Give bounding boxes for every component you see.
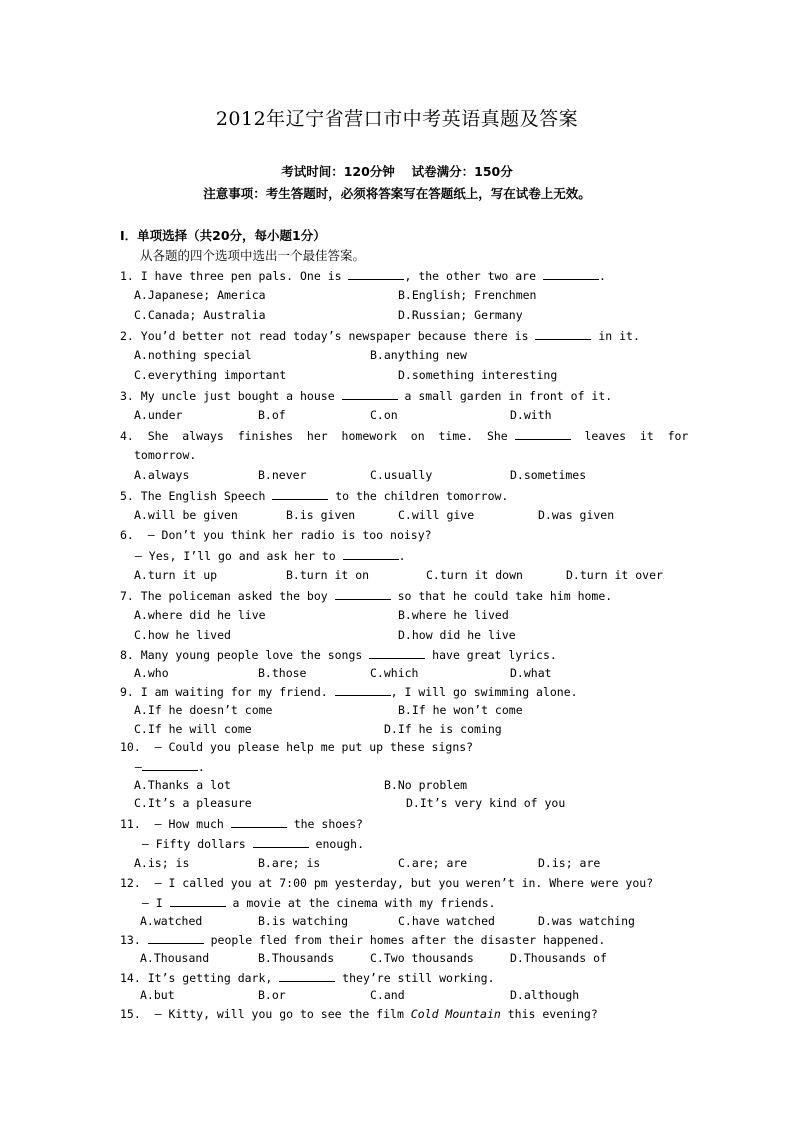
question-15: 15. – Kitty, will you go to see the film Cold Mountain this evening? <box>120 1007 598 1021</box>
question-10: 10. – Could you please help me put up these signs? <box>120 740 474 754</box>
option-7d: D.how did he live <box>398 628 516 642</box>
option-11b: B.are; is <box>258 856 321 870</box>
option-3a: A.under <box>134 408 183 422</box>
option-8d: D.what <box>510 666 552 680</box>
exam-info: 考试时间：120分钟 试卷满分：150分 <box>281 164 513 179</box>
film-title: Cold Mountain <box>410 1007 501 1021</box>
option-5b: B.is given <box>286 508 356 522</box>
option-12a: A.watched <box>140 914 203 928</box>
option-10b: B.No problem <box>384 778 468 792</box>
option-14c: C.and <box>370 988 405 1002</box>
option-8b: B.those <box>258 666 307 680</box>
option-2a: A.nothing special <box>134 348 252 362</box>
option-12d: D.was watching <box>538 914 635 928</box>
option-3b: B.of <box>258 408 286 422</box>
question-2: 2. You’d better not read today’s newspaper because there is in it. <box>120 329 640 343</box>
option-14a: A.but <box>140 988 175 1002</box>
option-5a: A.will be given <box>134 508 238 522</box>
section-heading: I．单项选择（共20分，每小题1分） <box>120 228 326 243</box>
option-13b: B.Thousands <box>258 951 335 965</box>
option-1d: D.Russian; Germany <box>398 308 523 322</box>
notice: 注意事项：考生答题时，必须将答案写在答题纸上，写在试卷上无效。 <box>203 186 591 201</box>
option-9b: B.If he won’t come <box>398 703 523 717</box>
option-14b: B.or <box>258 988 286 1002</box>
option-12b: B.is watching <box>258 914 349 928</box>
option-5c: C.will give <box>398 508 475 522</box>
option-10a: A.Thanks a lot <box>134 778 231 792</box>
option-10c: C.It’s a pleasure <box>134 796 252 810</box>
question-1: 1. I have three pen pals. One is , the other two are . <box>120 269 606 283</box>
option-9d: D.If he is coming <box>384 722 502 736</box>
section-instruction: 从各题的四个选项中选出一个最佳答案。 <box>140 248 366 263</box>
option-3d: D.with <box>510 408 552 422</box>
question-4-cont: tomorrow. <box>134 448 197 462</box>
option-13a: A.Thousand <box>140 951 210 965</box>
option-11a: A.is; is <box>134 856 190 870</box>
page-title: 2012年辽宁省营口市中考英语真题及答案 <box>215 108 579 130</box>
option-8a: A.who <box>134 666 169 680</box>
option-6b: B.turn it on <box>286 568 370 582</box>
option-6d: D.turn it over <box>566 568 663 582</box>
option-11d: D.is; are <box>538 856 601 870</box>
option-13d: D.Thousands of <box>510 951 607 965</box>
option-6a: A.turn it up <box>134 568 218 582</box>
question-6-reply: – Yes, I’ll go and ask her to . <box>128 549 406 563</box>
option-14d: D.although <box>510 988 580 1002</box>
question-6: 6. – Don’t you think her radio is too noisy? <box>120 528 432 542</box>
option-4d: D.sometimes <box>510 468 587 482</box>
option-2c: C.everything important <box>134 368 287 382</box>
question-12: 12. – I called you at 7:00 pm yesterday, but you weren’t in. Where were you? <box>120 876 654 890</box>
option-5d: D.was given <box>538 508 615 522</box>
option-4b: B.never <box>258 468 307 482</box>
option-10d: D.It’s very kind of you <box>406 796 566 810</box>
question-12-reply: – I a movie at the cinema with my friends. <box>128 896 496 910</box>
option-7c: C.how he lived <box>134 628 231 642</box>
question-11: 11. – How much the shoes? <box>120 817 363 831</box>
option-2b: B.anything new <box>370 348 467 362</box>
option-7a: A.where did he live <box>134 608 266 622</box>
option-6c: C.turn it down <box>426 568 523 582</box>
option-7b: B.where he lived <box>398 608 509 622</box>
option-4c: C.usually <box>370 468 433 482</box>
question-13: 13. people fled from their homes after the disaster happened. <box>120 933 606 947</box>
question-5: 5. The English Speech to the children tomorrow. <box>120 489 509 503</box>
option-9c: C.If he will come <box>134 722 252 736</box>
option-13c: C.Two thousands <box>370 951 474 965</box>
question-7: 7. The policeman asked the boy so that he could take him home. <box>120 589 613 603</box>
question-4: 4. She always finishes her homework on time. She leaves it for <box>120 429 689 443</box>
question-9: 9. I am waiting for my friend. , I will go swimming alone. <box>120 685 578 699</box>
option-1c: C.Canada; Australia <box>134 308 266 322</box>
option-12c: C.have watched <box>398 914 495 928</box>
question-3: 3. My uncle just bought a house a small garden in front of it. <box>120 389 613 403</box>
option-3c: C.on <box>370 408 398 422</box>
option-1a: A.Japanese; America <box>134 288 266 302</box>
option-11c: C.are; are <box>398 856 468 870</box>
option-8c: C.which <box>370 666 419 680</box>
question-8: 8. Many young people love the songs have great lyrics. <box>120 648 557 662</box>
question-11-reply: – Fifty dollars enough. <box>128 837 365 851</box>
question-10-reply: – . <box>128 760 205 774</box>
option-2d: D.something interesting <box>398 368 558 382</box>
question-14: 14. It’s getting dark, they’re still working. <box>120 971 495 985</box>
option-4a: A.always <box>134 468 190 482</box>
option-1b: B.English; Frenchmen <box>398 288 537 302</box>
option-9a: A.If he doesn’t come <box>134 703 273 717</box>
